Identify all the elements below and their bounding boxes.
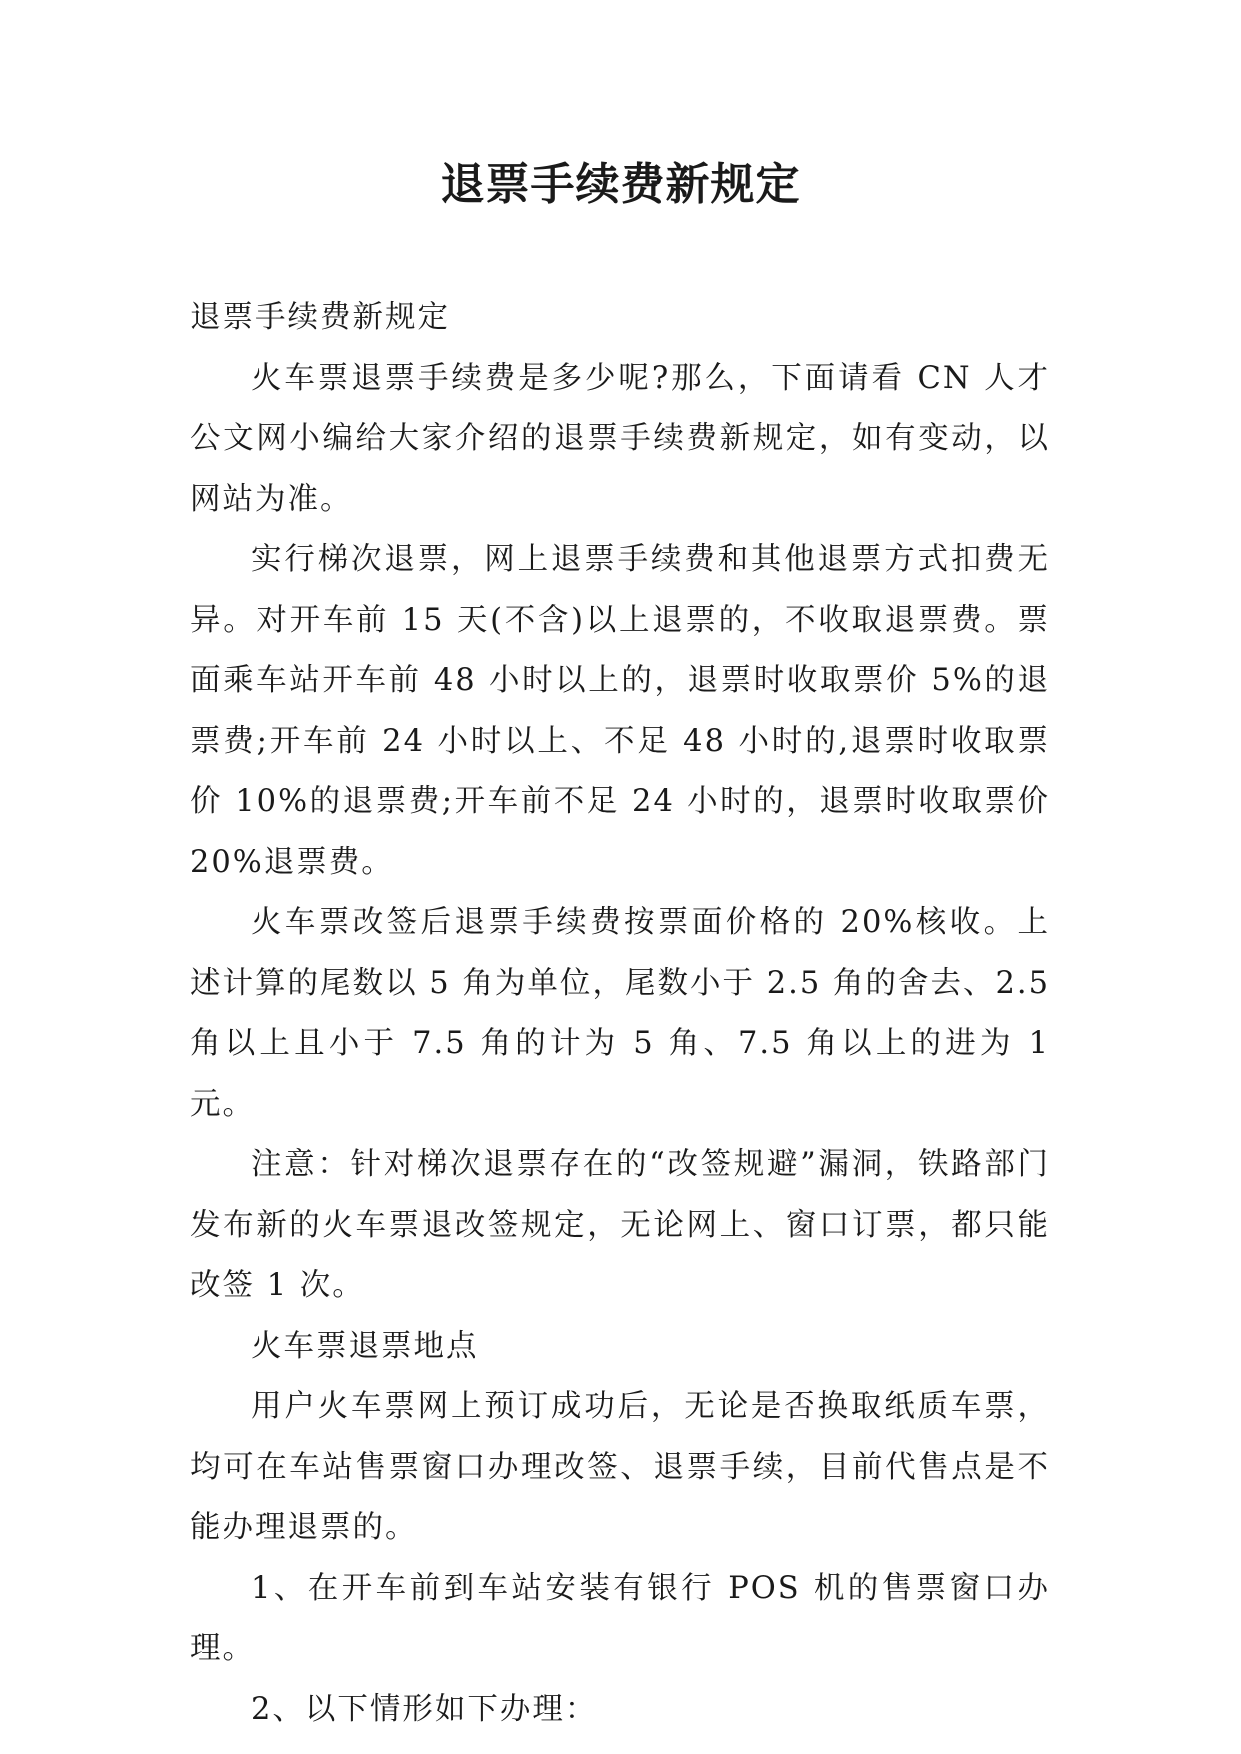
- paragraph-location: 用户火车票网上预订成功后，无论是否换取纸质车票，均可在车站售票窗口办理改签、退票手续，目前代售点是不能办理退票的。: [190, 1389, 1050, 1545]
- paragraph-note: 注意：针对梯次退票存在的“改签规避”漏洞，铁路部门发布新的火车票退改签规定，无论网上、窗口订票，都只能改签 1 次。: [190, 1147, 1050, 1303]
- paragraph-item-2: 2、以下情形如下办理：: [251, 1691, 598, 1727]
- document-body: [190, 288, 1050, 1740]
- paragraph-item-1: 1、在开车前到车站安装有银行 POS 机的售票窗口办理。: [190, 1570, 1050, 1666]
- paragraph-heading: 退票手续费新规定: [190, 300, 450, 335]
- paragraph-intro: 火车票退票手续费是多少呢?那么，下面请看 CN 人才公文网小编给大家介绍的退票手续费新规定，如有变动，以网站为准。: [190, 360, 1050, 517]
- paragraph-change-fee: 火车票改签后退票手续费按票面价格的 20%核收。上述计算的尾数以 5 角为单位，尾数小于 2.5 角的舍去、2.5 角以上且小于 7.5 角的计为 5 角、7.5 角以上的进为 1 元。: [190, 905, 1050, 1122]
- document-title: 退票手续费新规定: [440, 159, 801, 210]
- paragraph-tiered-refund: 实行梯次退票，网上退票手续费和其他退票方式扣费无异。对开车前 15 天(不含)以上退票的，不收取退票费。票面乘车站开车前 48 小时以上的，退票时收取票价 5%的退票费;开车前 24 小时以上、不足 48 小时的,退票时收取票价 10%的退票费;开车前不足 24 小时的，退票时收取票价 20%退票费。: [190, 542, 1050, 880]
- paragraph-location-heading: 火车票退票地点: [251, 1328, 479, 1364]
